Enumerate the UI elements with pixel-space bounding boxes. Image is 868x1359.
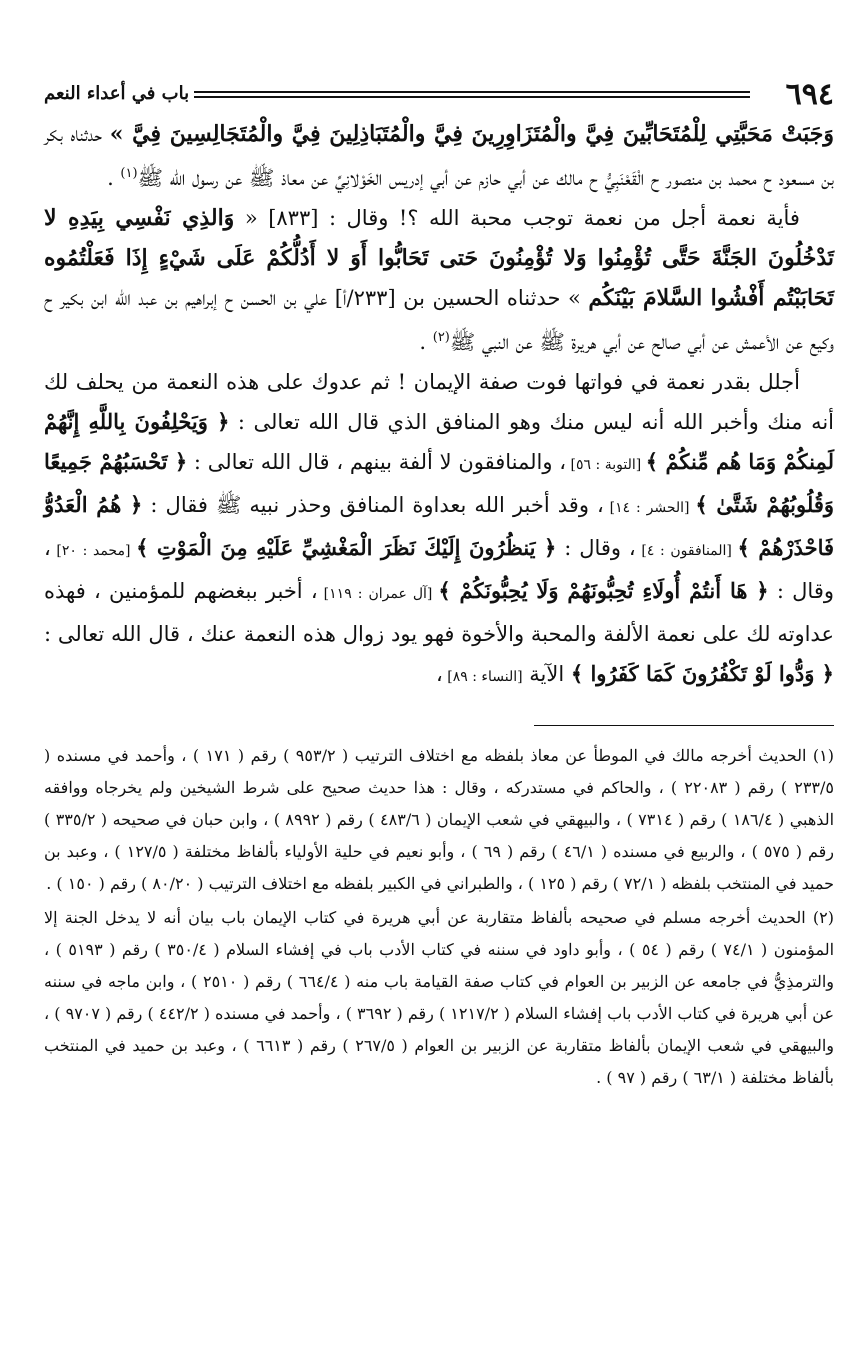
- running-title: باب في أعداء النعم: [44, 83, 190, 104]
- paragraph-3-end: ،: [436, 662, 443, 686]
- paragraph-3-part-f: ، أخبر ببغضهم للمؤمنين ، فهذه عداوته لك على نعمة الألفة والمحبة والأخوة فهو يود زوال هذه النعمة عنك ، قال الله تعالى :: [44, 579, 834, 646]
- verse-reference-2: [الحشر : ١٤]: [603, 500, 696, 516]
- verse-reference-3: [المنافقون : ٤]: [635, 543, 738, 559]
- page-number: ٦٩٤: [785, 77, 834, 112]
- paragraph-2-intro: فأية نعمة أجل من نعمة توجب محبة الله ؟! وقال : [٨٣٣] «: [234, 206, 800, 230]
- hadith-quote-2: وَالذِي نَفْسِي بِيَدِهِ لا تَدْخُلُونَ الجَنَّةَ حَتَّى تُؤْمِنُوا وَلا تُؤْمِنُونَ حَتى تَحَابُّوا أَوَ لا أَدُلُّكُمْ عَلَى شَيْءٍ إِذَا فَعَلْتُمُوه تَحَابَبْتُم أَفْشُوا السَّلامَ بَيْنَكُم: [44, 205, 834, 311]
- footnote-marker-2[interactable]: (٢): [432, 330, 450, 345]
- quran-verse-1: ﴿ وَيَحْلِفُونَ بِاللَّهِ إِنَّهُمْ لَمِنكُمْ وَمَا هُم مِّنكُمْ ﴾: [44, 409, 835, 474]
- isnad-2: » حدثناه الحسين بن [٢٣٣/أ] علي بن الحسن ح إبراهيم بن عبد الله ابن بكير ح وكيع عن الأعمش عن أبي صالح عن أبي هريرة ﷺ عن النبي ﷺ: [44, 286, 834, 354]
- verse-reference-1: [التوبة : ٥٦]: [566, 457, 646, 473]
- isnad-1-end: .: [107, 166, 121, 190]
- main-text: [44, 114, 834, 697]
- footnote-marker-1[interactable]: (١): [120, 166, 138, 181]
- hadith-quote-1: وَجَبَتْ مَحَبَّتِي لِلْمُتَحَابِّينَ فِيَّ والْمُتَزَاوِرِينَ فِيَّ والْمُتَبَاذِلِينَ فِيَّ والْمُتَجَالِسِينَ فِيَّ »: [109, 121, 834, 147]
- paragraph-3-part-g: الآية: [522, 662, 571, 686]
- paragraph-1: [44, 114, 834, 198]
- paragraph-2: [44, 198, 834, 362]
- footnote-1: (١) الحديث أخرجه مالك في الموطأ عن معاذ بلفظه مع اختلاف الترتيب ( ٩٥٣/٢ ) رقم ( ١٧١ ) ، وأحمد في مسنده ( ٢٣٣/٥ ) رقم ( ٢٢٠٨٣ ) ، والحاكم في مستدركه ، وقال : هذا حديث صحيح على شرط الشيخين ولم يخرجاه ووافقه الذهبي ( ١٨٦/٤ ) رقم ( ٧٣١٤ ) ، والبيهقي في شعب الإيمان ( ٤٨٣/٦ ) رقم ( ٨٩٩٢ ) ، وابن حبان في صحيحه ( ٣٣٥/٢ ) رقم ( ٥٧٥ ) ، والربيع في مسنده ( ٤٦/١ ) رقم ( ٦٩ ) ، وأبو نعيم في حلية الأولياء بألفاظ مختلفة ( ١٢٧/٥ ) ، وعبد بن حميد في المنتخب بلفظه ( ٧٢/١ ) رقم ( ١٢٥ ) ، والطبراني في الكبير بلفظه مع اختلاف الترتيب ( ٨٠/٢٠ ) رقم ( ١٥٠ ) .: [44, 746, 835, 893]
- verse-reference-6: [النساء : ٨٩]: [442, 669, 523, 685]
- verse-reference-5: [آل عمران : ١١٩]: [317, 586, 439, 602]
- paragraph-3-part-a: أجلل بقدر نعمة في فواتها فوت صفة الإيمان ! ثم عدوك على هذه النعمة من يحلف لك أنه منك وأخبر الله أنه ليس منك وهو المنافق الذي قال الله تعالى :: [44, 370, 835, 434]
- paragraph-3-part-c: ، وقد أخبر الله بعداوة المنافق وحذر نبيه ﷺ فقال :: [142, 493, 604, 517]
- footnote-2: (٢) الحديث أخرجه مسلم في صحيحه بألفاظ متقاربة عن أبي هريرة في كتاب الإيمان باب بيان أنه لا يدخل الجنة إلا المؤمنون ( ٧٤/١ ) رقم ( ٥٤ ) ، وأبو داود في سننه في كتاب الأدب باب في إفشاء السلام ( ٣٥٠/٤ ) رقم ( ٥١٩٣ ) ، والترمذِيُّ في جامعه عن الزبير بن العوام في كتاب صفة القيامة باب منه ( ٦٦٤/٤ ) رقم ( ٢٥١٠ ) ، وابن ماجه في سننه عن أبي هريرة في كتاب الأدب باب إفشاء السلام ( ١٢١٧/٢ ) رقم ( ٣٦٩٢ ) ، وأحمد في مسنده ( ٤٤٢/٢ ) رقم ( ٩٧٠٧ ) ، والبيهقي في شعب الإيمان بألفاظ متقاربة عن الزبير بن العوام ( ٢٦٧/٥ ) رقم ( ٦٦١٣ ) ، وعبد بن حميد في المنتخب بألفاظ مختلفة ( ٦٣/١ ) رقم ( ٩٧ ) .: [44, 908, 835, 1087]
- paragraph-3-part-d: ، وقال :: [556, 536, 636, 560]
- footnote-separator: [534, 725, 834, 726]
- header-double-rule: [194, 91, 750, 98]
- paragraph-3: [44, 362, 834, 697]
- footnotes: [44, 740, 834, 1094]
- quran-verse-5: ﴿ هَا أَنتُمْ أُولَاءِ تُحِبُّونَهُمْ وَلَا يُحِبُّونَكُمْ ﴾: [438, 578, 769, 603]
- paragraph-3-part-b: ، والمنافقون لا ألفة بينهم ، قال الله تعالى :: [187, 450, 567, 474]
- quran-verse-6: ﴿ وَدُّوا لَوْ تَكْفُرُونَ كَمَا كَفَرُوا ﴾: [570, 661, 834, 686]
- page-header: [44, 78, 834, 114]
- quran-verse-2: ﴿ تَحْسَبُهُمْ جَمِيعًا وَقُلُوبُهُمْ شَتَّىٰ ﴾: [44, 449, 835, 517]
- quran-verse-4: ﴿ يَنظُرُونَ إِلَيْكَ نَظَرَ الْمَغْشِيِّ عَلَيْهِ مِنَ الْمَوْتِ ﴾: [136, 535, 557, 560]
- quran-verse-3: ﴿ هُمُ الْعَدُوُّ فَاحْذَرْهُمْ ﴾: [44, 492, 835, 560]
- book-page: [44, 78, 834, 1096]
- paragraph-3-part-e: ، وقال :: [44, 536, 834, 603]
- verse-reference-4: [محمد : ٢٠]: [50, 543, 137, 559]
- isnad-2-end: .: [419, 330, 433, 354]
- isnad-1: حدثناه بكر بن مسعود ح محمد بن منصور ح الْقَعْنَبِيُّ ح مالك عن أبي حازم عن أبي إدريس الخَوْلانِيِّ عن معاذ ﷺ عن رسول الله ﷺ: [44, 122, 834, 190]
